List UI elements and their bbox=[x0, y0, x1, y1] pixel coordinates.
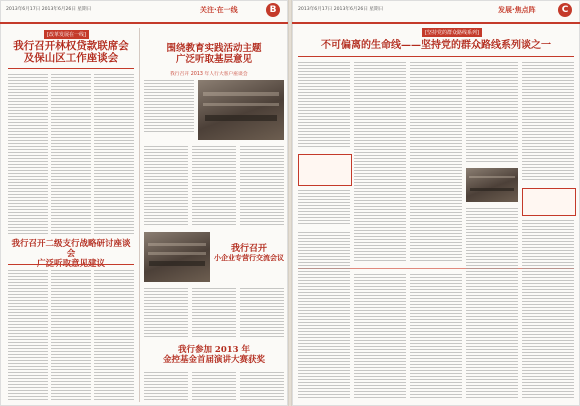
article3-body-col1 bbox=[144, 80, 194, 132]
main-title-rule bbox=[298, 56, 574, 57]
article5-body-col2 bbox=[192, 372, 236, 400]
article3-title-line2: 广泛听取基层意见 bbox=[175, 53, 252, 65]
main-body-col1-top bbox=[298, 62, 350, 148]
lower-body-col3 bbox=[410, 274, 462, 398]
article3-title bbox=[144, 44, 284, 66]
article3-subtitle: 我行召开 2013 年人行大客户座谈会 bbox=[170, 72, 248, 77]
left-header-column: 关注·在一线 bbox=[200, 6, 238, 14]
article4-title-line1: 我行召开 bbox=[230, 244, 267, 254]
right-page-header bbox=[292, 0, 580, 24]
meeting-photo-2 bbox=[144, 232, 210, 282]
main-body-col2 bbox=[354, 62, 406, 262]
right-header-column: 发展·焦点阵 bbox=[498, 6, 536, 14]
article4-title bbox=[214, 244, 284, 262]
article3-body-col4 bbox=[240, 146, 284, 226]
main-body-col5 bbox=[522, 62, 574, 182]
sidebar-box-2 bbox=[522, 188, 576, 216]
article2-body-col3 bbox=[94, 270, 134, 400]
article2-body-col1 bbox=[8, 270, 48, 400]
article4-title-line2: 小企业专营行交流会议 bbox=[214, 253, 284, 263]
left-page-header bbox=[0, 0, 288, 24]
lower-body-col4 bbox=[466, 208, 518, 398]
article4-body-col1 bbox=[144, 288, 188, 338]
article3-title-line1: 围绕教育实践活动主题 bbox=[166, 43, 262, 54]
article4-body-col3 bbox=[240, 288, 284, 338]
article5-title bbox=[144, 346, 284, 366]
article1-body-col3 bbox=[94, 74, 134, 234]
article1-title bbox=[8, 40, 134, 64]
right-photo bbox=[466, 168, 518, 202]
meeting-photo-1 bbox=[198, 80, 284, 140]
sidebar-text-1 bbox=[298, 190, 350, 224]
article5-body-col1 bbox=[144, 372, 188, 400]
left-header-date: 2013年6月17日 2013年6月26日 星期日 bbox=[6, 7, 92, 12]
article4-body-col2 bbox=[192, 288, 236, 338]
article5-body-col3 bbox=[240, 372, 284, 400]
sidebar-box-1 bbox=[298, 154, 352, 186]
article3-body-col3 bbox=[192, 146, 236, 226]
lower-body-col1 bbox=[298, 232, 350, 398]
left-header-tag: B bbox=[266, 3, 280, 17]
article1-rule bbox=[8, 68, 134, 69]
main-body-col3 bbox=[410, 62, 462, 262]
lower-body-col5 bbox=[522, 220, 574, 398]
article1-body-col2 bbox=[51, 74, 91, 234]
article1-body-col1 bbox=[8, 74, 48, 234]
lower-body-col2 bbox=[354, 274, 406, 398]
left-column-divider bbox=[139, 28, 140, 402]
main-title: 不可偏离的生命线——坚持党的群众路线系列谈之一 bbox=[321, 40, 551, 51]
article1-title-line1: 我行召开林权贷款联席会 bbox=[13, 40, 129, 52]
left-page bbox=[0, 0, 288, 406]
article5-title-line1: 我行参加 2013 年 bbox=[177, 345, 251, 355]
article1-title-line2: 及保山区工作座谈会 bbox=[23, 52, 119, 65]
article2-title-line1: 我行召开二级支行战略研讨座谈会 bbox=[11, 239, 131, 259]
article3-body-col2 bbox=[144, 146, 188, 226]
main-body-col4 bbox=[466, 62, 518, 162]
right-page bbox=[292, 0, 580, 406]
article1-kicker: [改革发展在一线] bbox=[44, 30, 89, 39]
article2-rule bbox=[8, 264, 134, 265]
right-header-tag: C bbox=[558, 3, 572, 17]
article5-title-line2: 金控基金首届演讲大赛获奖 bbox=[162, 354, 265, 365]
right-header-date: 2013年6月17日 2013年6月26日 星期日 bbox=[298, 7, 384, 12]
main-kicker: [坚持党的群众路线系列] bbox=[422, 28, 482, 37]
article2-body-col2 bbox=[51, 270, 91, 400]
